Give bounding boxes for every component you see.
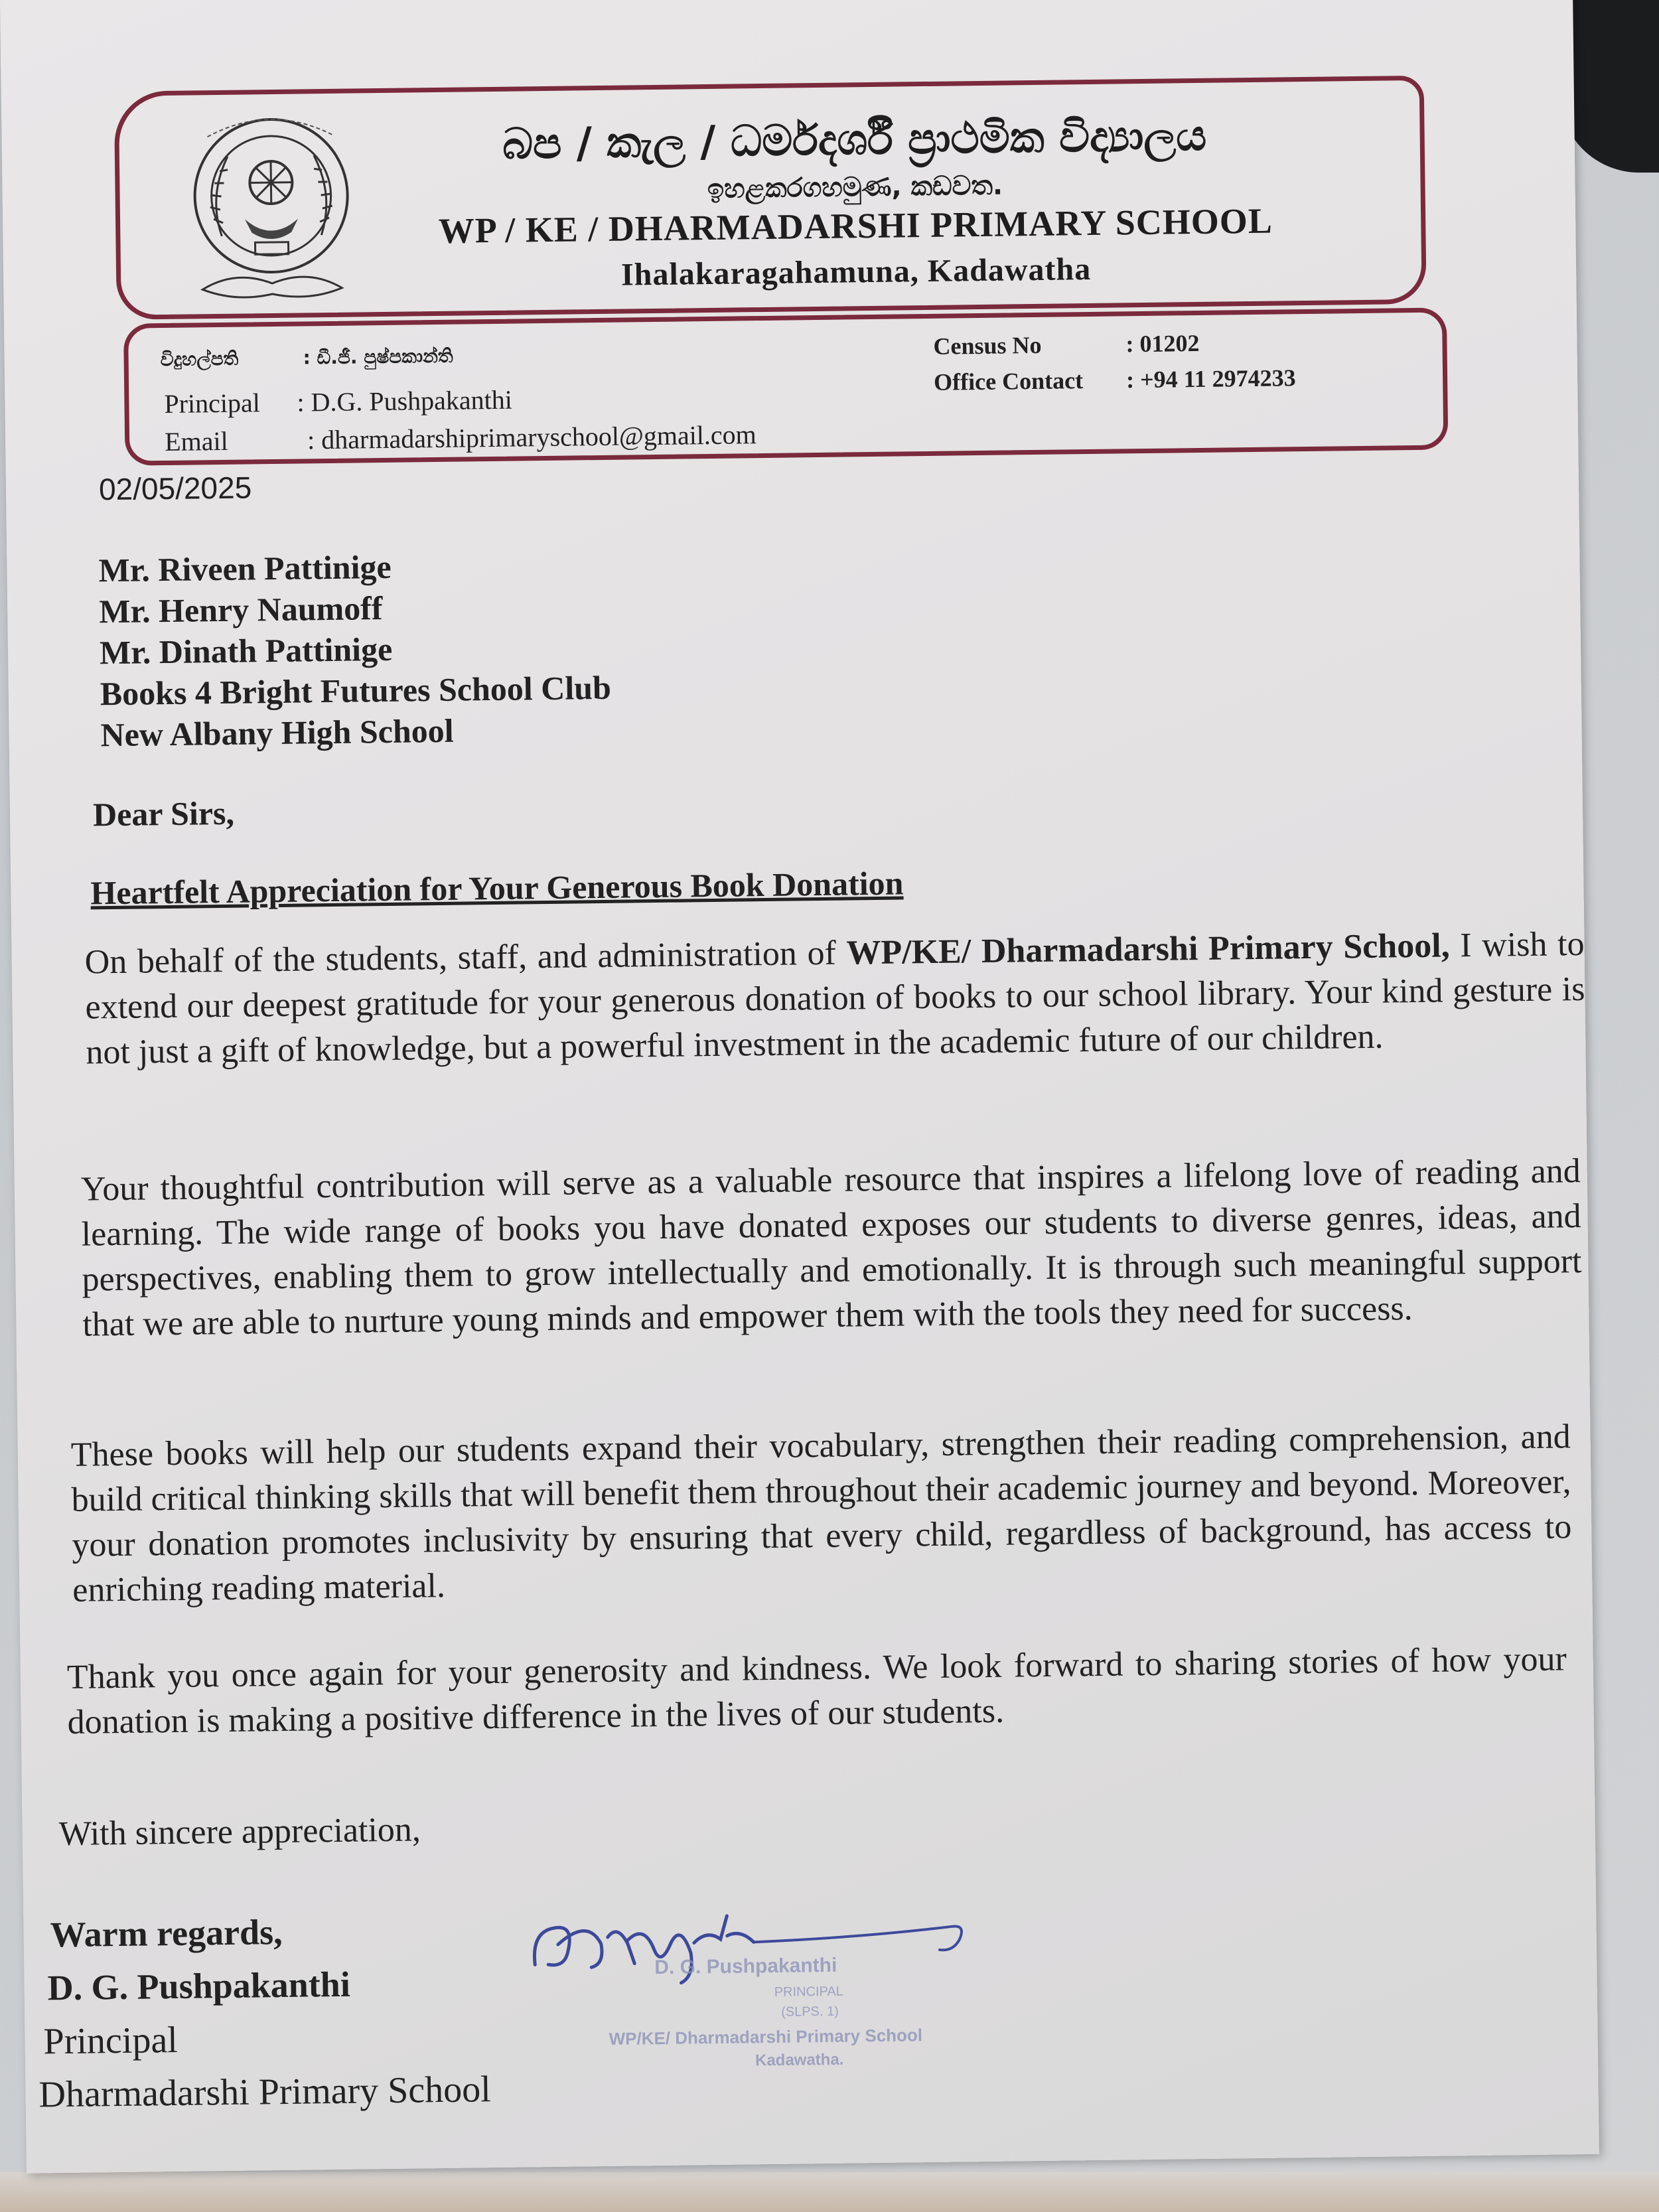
recipient-block [98, 544, 612, 755]
body-paragraph-1 [84, 922, 1585, 1076]
school-address: Ihalakaragahamuna, Kadawatha [620, 251, 1092, 293]
email-address: : dharmadarshiprimaryschool@gmail.com [307, 419, 757, 455]
census-label: Census No [933, 331, 1042, 360]
stamp-name: D. G. Pushpakanthi [654, 1954, 837, 1979]
census-number: : 01202 [1125, 329, 1200, 358]
paragraph-text: On behalf of the students, staff, and administration of [84, 934, 847, 982]
recipient-line: Mr. Dinath Pattinige [99, 630, 393, 672]
stamp-title: PRINCIPAL [774, 1984, 843, 2000]
school-address-sinhala: ඉහළකරගහමුණ, කඩවත. [707, 170, 1003, 204]
recipient-line: Mr. Henry Naumoff [98, 589, 383, 630]
principal-name-sinhala: : ඩී.ජී. පුෂ්පකාන්ති [303, 344, 453, 369]
office-contact-number: : +94 11 2974233 [1125, 364, 1296, 394]
subject-line: Heartfelt Appreciation for Your Generous Book Donation [90, 864, 904, 912]
signer-title: Principal [43, 2019, 179, 2063]
school-name-sinhala: බප / කැල / ධර්මදර්ශී ප්‍රාථමික විද්‍යාලය [502, 111, 1207, 169]
recipient-line: New Albany High School [100, 711, 454, 754]
stamp-school: WP/KE/ Dharmadarshi Primary School [609, 2025, 923, 2049]
principal-label-sinhala: විදුහල්පති [160, 347, 239, 371]
regards-line: Warm regards, [50, 1912, 283, 1955]
office-contact-label: Office Contact [933, 367, 1084, 396]
stamp-town: Kadawatha. [755, 2050, 844, 2070]
principal-name: : D.G. Pushpakanthi [297, 384, 513, 417]
school-name: WP / KE / DHARMADARSHI PRIMARY SCHOOL [438, 200, 1273, 251]
principal-label: Principal [164, 388, 261, 419]
salutation: Dear Sirs, [92, 794, 235, 834]
closing-line: With sincere appreciation, [58, 1810, 421, 1854]
signer-school: Dharmadarshi Primary School [38, 2069, 492, 2116]
signer-name: D. G. Pushpakanthi [47, 1964, 351, 2008]
email-label: Email [164, 425, 228, 457]
recipient-line: Mr. Riveen Pattinige [98, 548, 392, 589]
body-paragraph-4: Thank you once again for your generosity and kindness. We look forward to sharing stories of how your donation is making a positive difference in the lives of our students. [66, 1640, 1567, 1741]
school-crest-icon [180, 108, 362, 316]
background-surface [0, 2172, 1659, 2212]
recipient-line: Books 4 Bright Futures School Club [100, 668, 612, 713]
stamp-grade: (SLPS. 1) [780, 2004, 839, 2020]
paragraph-text: I wish to extend our deepest gratitude for your generous donation of books to our school library. Your kind gesture is not just a gift of knowledge, but a powerful investment in the academic future of our children. [85, 924, 1585, 1072]
letter-date: 02/05/2025 [98, 470, 252, 507]
school-name-inline: WP/KE/ Dharmadarshi Primary School, [846, 926, 1450, 972]
body-paragraph-3: These books will help our students expand their vocabulary, strengthen their reading comprehension, and build critical thinking skills that will benefit them throughout their academic journey and beyond. Moreover, your donation promotes inclusivity by ensuring that every child, regardless of background, has access to enriching reading material. [70, 1418, 1572, 1609]
body-paragraph-2: Your thoughtful contribution will serve as a valuable resource that inspires a lifelong love of reading and learning. The wide range of books you have donated exposes our students to diverse genres, ideas, and perspectives, enabling them to grow intellectually and emotionally. It is through such meaningful support that we are able to nurture young minds and empower them with the tools they need for success. [80, 1152, 1582, 1344]
